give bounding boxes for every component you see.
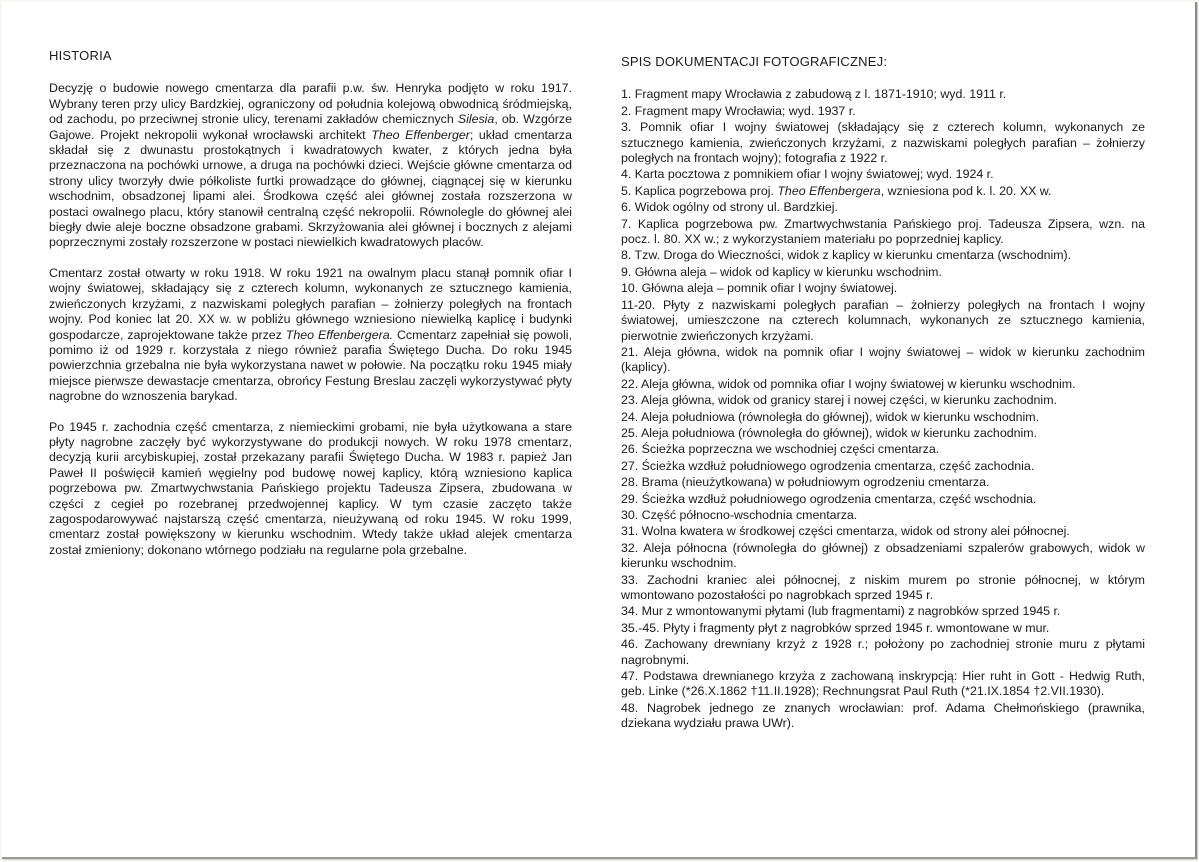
photo-documentation-list: [621, 87, 1145, 731]
text-run: 9. Główna aleja – widok od kaplicy w kierunku wschodnim.: [621, 264, 942, 279]
text-run: 2. Fragment mapy Wrocławia; wyd. 1937 r.: [621, 103, 856, 118]
text-run: Po 1945 r. zachodnia część cmentarza, z niemieckimi grobami, nie była użytkowana a stare płyty nagrobne zaczęły być wykorzystywane do produkcji nowych. W roku 1978 cmentarz, decyzją kurii arcybiskupiej, został przekazany parafii Świętego Ducha. W 1983 r. papież Jan Paweł II poświęcił kamień węgielny pod budowę nowej kaplicy, którą wzniesiono kaplica pogrzebowa pw. Zmartwychwstania Pańskiego projektu Tadeusza Zipsera, zbudowana w części z cegieł po rozebranej przedwojennej kaplicy. W tym czasie zaczęto także zagospodarowywać najstarszą część cmentarza, nieużywaną od roku 1945. W roku 1999, cmentarz został powiększony w kierunku wschodnim. Wtedy także układ alejek cmentarza został zmieniony; dokonano wtórnego podziału na regularne pola grzebalne.: [49, 419, 572, 557]
list-item: [621, 217, 1145, 248]
list-item: [621, 120, 1145, 166]
text-run: Decyzję o budowie nowego cmentarza dla parafii p.w. św. Henryka podjęto w roku 1917. Wybrany teren przy ulicy Bardzkiej, ograniczony od południa kolejową obwodnicą śródmiejską, od zachodu, po przeciwnej stronie ulicy, terenami zakładów chemicznych: [49, 81, 572, 127]
list-item: [621, 621, 1145, 636]
document-page: [2, 2, 1197, 859]
list-item: [621, 184, 1145, 199]
text-run: , ob. Wzgórze Gajowe. Projekt nekropolii wykonał wrocławski architekt: [49, 112, 572, 142]
text-run: 6. Widok ogólny od strony ul. Bardzkiej.: [621, 200, 838, 215]
text-run: 28. Brama (nieużytkowana) w południowym ogrodzeniu cmentarza.: [621, 475, 990, 490]
list-item: [621, 426, 1145, 441]
list-item: [621, 87, 1145, 102]
text-run: 29. Ścieżka wzdłuż południowego ogrodzenia cmentarza, część wschodnia.: [621, 491, 1037, 506]
text-run: 11-20. Płyty z nazwiskami poległych parafian – żołnierzy poległych na frontach I wojny światowej, umieszczone na czterech kolumnach, wykonanych ze sztucznego kamienia, pierwotnie zwieńczonych krzyżami.: [621, 297, 1145, 343]
text-run: 26. Ścieżka poprzeczna we wschodniej części cmentarza.: [621, 442, 940, 457]
history-body: [49, 81, 572, 558]
text-run: 7. Kaplica pogrzebowa pw. Zmartwychwstania Pańskiego proj. Tadeusza Zipsera, wzn. na pocz. l. 80. XX w.; z wykorzystaniem materiału po poprzedniej kaplicy.: [621, 216, 1145, 247]
text-run: 1. Fragment mapy Wrocławia z zabudową z l. 1871-1910; wyd. 1911 r.: [621, 87, 1007, 102]
text-run: 21. Aleja główna, widok na pomnik ofiar I wojny światowej – widok w kierunku zachodnim (kaplicy).: [621, 344, 1145, 375]
list-item: [621, 701, 1145, 732]
list-item: [621, 248, 1145, 263]
text-run: 34. Mur z wmontowanymi płytami (lub fragmentami) z nagrobków sprzed 1945 r.: [621, 604, 1061, 619]
list-item: [621, 669, 1145, 700]
text-run: 10. Główna aleja – pomnik ofiar I wojny światowej.: [621, 281, 898, 296]
text-run: 25. Aleja południowa (równoległa do głównej), widok w kierunku zachodnim.: [621, 425, 1038, 440]
text-run: 46. Zachowany drewniany krzyż z 1928 r.; położony po zachodniej stronie muru z płytami nagrobnymi.: [621, 637, 1145, 667]
photo-documentation-column: [621, 54, 1145, 733]
list-item: [621, 410, 1145, 425]
text-run: 30. Część północno-wschodnia cmentarza.: [621, 507, 858, 522]
italic-text: Theo Effenberger: [371, 127, 470, 142]
text-run: 5. Kaplica pogrzebowa proj.: [621, 183, 778, 198]
list-item: [621, 637, 1145, 668]
italic-text: Theo Effenbergera: [777, 183, 881, 198]
text-run: 35.-45. Płyty i fragmenty płyt z nagrobków sprzed 1945 r. wmontowane w mur.: [621, 620, 1050, 635]
list-item: [621, 200, 1145, 215]
text-run: 31. Wolna kwatera w środkowej części cmentarza, widok od strony alei północnej.: [621, 524, 1070, 539]
text-run: 22. Aleja główna, widok od pomnika ofiar I wojny światowej w kierunku wschodnim.: [621, 376, 1076, 391]
list-item: [621, 345, 1145, 376]
list-item: [621, 298, 1145, 344]
list-item: [621, 604, 1145, 619]
text-run: 4. Karta pocztowa z pomnikiem ofiar I wojny światowej; wyd. 1924 r.: [621, 167, 994, 182]
text-run: 27. Ścieżka wzdłuż południowego ogrodzenia cmentarza, część zachodnia.: [621, 458, 1035, 473]
list-item: [621, 492, 1145, 507]
list-item: [621, 281, 1145, 296]
list-item: [621, 524, 1145, 539]
list-item: [621, 393, 1145, 408]
text-run: , wzniesiona pod k. l. 20. XX w.: [880, 183, 1052, 198]
text-run: Cmentarz został otwarty w roku 1918. W roku 1921 na owalnym placu stanął pomnik ofiar I wojny światowej, składający się z czterech kolumn, wykonanych ze sztucznego kamienia, zwieńczonych krzyżami, z nazwiskami poległych parafian – żołnierzy poległych na frontach wojny. Pod koniec lat 20. XX w. w pobliżu głównego wzniesiono niewielką kaplicę i budynki gospodarcze, zaprojektowane także przez: [49, 265, 572, 342]
list-item: [621, 104, 1145, 119]
text-run: ; układ cmentarza składał się z dwunastu prostokątnych i kwadratowych kwater, z których jedna była przeznaczona na pochówki urnowe, a druga na pochówki dzieci. Wejście główne cmentarza od strony ulicy tworzyły dwie półkoliste furtki prowadzące do głównej, ciągnącej się w kierunku wschodnim, obsadzonej lipami alei. Środkowa część alei głównej została rozszerzona w postaci owalnego placu, który stanowił centralną część nekropolii. Równolegle do głównej alei biegły dwie aleje boczne obsadzone grabami. Skrzyżowania alei głównej i bocznych z alejami poprzecznymi zostały rozszerzone w postaci niewielkich kwadratowych placów.: [49, 127, 573, 250]
history-column: [49, 48, 572, 573]
text-run: 47. Podstawa drewnianego krzyża z zachowaną inskrypcją: Hier ruht in Gott - Hedwig Ruth, geb. Linke (*26.X.1862 †11.II.1928); Rechnungsrat Paul Ruth (*21.IX.1854 †2.VII.1930).: [621, 669, 1145, 699]
list-item: [621, 573, 1145, 604]
text-run: 32. Aleja północna (równoległa do głównej) z obsadzeniami szpalerów grabowych, widok w kierunku wschodnim.: [621, 540, 1145, 571]
text-run: 3. Pomnik ofiar I wojny światowej (składający się z czterech kolumn, wykonanych ze sztucznego kamienia, zwieńczonych krzyżami, z nazwiskami poległych parafian – żołnierzy poległych na frontach wojny); fotografia z 1922 r.: [621, 120, 1145, 166]
list-item: [621, 442, 1145, 457]
text-run: 33. Zachodni kraniec alei północnej, z niskim murem po stronie północnej, w którym wmontowano pozostałości po nagrobkach sprzed 1945 r.: [621, 572, 1145, 602]
italic-text: Theo Effenbergera.: [285, 327, 394, 342]
history-paragraph: [49, 420, 572, 559]
history-heading: HISTORIA: [49, 48, 112, 63]
history-paragraph: [49, 266, 572, 405]
list-item: [621, 508, 1145, 523]
italic-text: Silesia: [457, 112, 495, 127]
list-item: [621, 541, 1145, 572]
text-run: 48. Nagrobek jednego ze znanych wrocławian: prof. Adama Chełmońskiego (prawnika, dziekana wydziału prawa UWr).: [621, 700, 1145, 731]
history-paragraph: [49, 81, 572, 250]
photo-documentation-heading: SPIS DOKUMENTACJI FOTOGRAFICZNEJ:: [621, 54, 888, 69]
text-run: 23. Aleja główna, widok od granicy starej i nowej części, w kierunku zachodnim.: [621, 393, 1057, 408]
list-item: [621, 265, 1145, 280]
text-run: Ccmentarz zapełniał się powoli, pomimo iż od 1929 r. korzystała z niego również parafia Świętego Ducha. Do roku 1945 powierzchnia grzebalna nie była wykorzystana nawet w połowie. Na początku roku 1945 miały miejsce pierwsze dewastacje cmentarza, obrońcy Festung Breslau zaczęli wykorzystywać płyty nagrobne do wznoszenia barykad.: [49, 327, 572, 404]
list-item: [621, 167, 1145, 182]
list-item: [621, 377, 1145, 392]
list-item: [621, 459, 1145, 474]
text-run: 24. Aleja południowa (równoległa do głównej), widok w kierunku wschodnim.: [621, 409, 1040, 424]
list-item: [621, 475, 1145, 490]
text-run: 8. Tzw. Droga do Wieczności, widok z kaplicy w kierunku cmentarza (wschodnim).: [621, 248, 1072, 263]
